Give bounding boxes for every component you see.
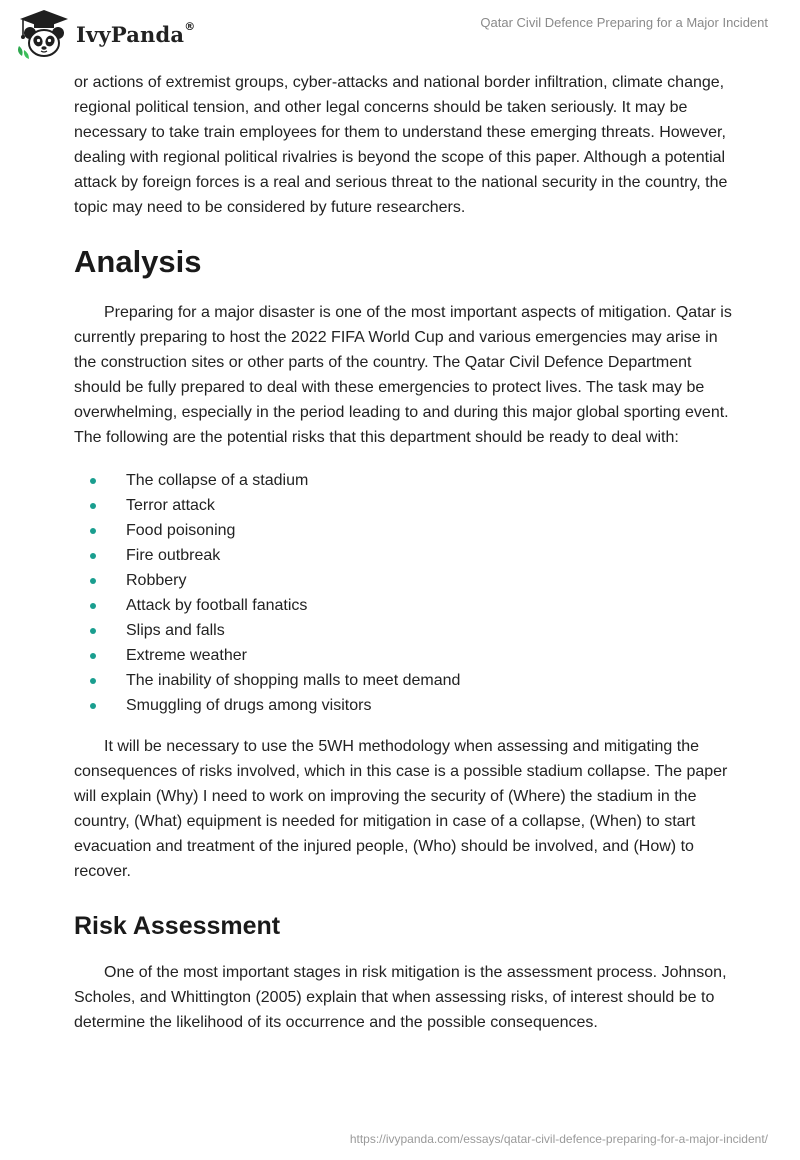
bullet-icon bbox=[90, 578, 96, 584]
list-item: Attack by football fanatics bbox=[74, 593, 734, 618]
list-item: Food poisoning bbox=[74, 518, 734, 543]
logo-wordmark: IvyPanda® bbox=[76, 19, 196, 47]
bullet-icon bbox=[90, 478, 96, 484]
panda-graduate-icon bbox=[14, 6, 74, 62]
list-item: Slips and falls bbox=[74, 618, 734, 643]
list-item: The inability of shopping malls to meet demand bbox=[74, 668, 734, 693]
bullet-icon bbox=[90, 528, 96, 534]
list-item: Terror attack bbox=[74, 493, 734, 518]
bullet-icon bbox=[90, 703, 96, 709]
list-item: Robbery bbox=[74, 568, 734, 593]
methodology-paragraph: It will be necessary to use the 5WH methodology when assessing and mitigating the consequences of risks involved, which in this case is a possible stadium collapse. The paper will explain (Why) I need to work on improving the security of (Where) the stadium in the country, (What) equipment is needed for mitigation in case of a collapse, (When) to start evacuation and treatment of the injured people, (Who) should be involved, and (How) to recover. bbox=[74, 738, 728, 880]
bullet-icon bbox=[90, 653, 96, 659]
bullet-icon bbox=[90, 678, 96, 684]
list-item: The collapse of a stadium bbox=[74, 468, 734, 493]
intro-paragraph: or actions of extremist groups, cyber-attacks and national border infiltration, climate change, regional political tension, and other legal concerns should be taken seriously. It may be necessary to take train employees for them to understand these emerging threats. However, dealing with regional political rivalries is beyond the scope of this paper. Although a potential attack by foreign forces is a real and serious threat to the national security in the country, the topic may need to be considered by future researchers. bbox=[74, 74, 728, 216]
risk-assessment-paragraph: One of the most important stages in risk mitigation is the assessment process. Johnson, Scholes, and Whittington (2005) explain that when assessing risks, of interest should be to determine the likelihood of its occurrence and the possible consequences. bbox=[74, 964, 727, 1031]
analysis-heading: Analysis bbox=[74, 244, 202, 279]
analysis-paragraph: Preparing for a major disaster is one of the most important aspects of mitigation. Qatar is currently preparing to host the 2022 FIFA World Cup and various emergencies may arise in the construction sites or other parts of the country. The Qatar Civil Defence Department should be fully prepared to deal with these emergencies to protect lives. The task may be overwhelming, especially in the period leading to and during this major global sporting event. The following are the potential risks that this department should be ready to deal with: bbox=[74, 304, 732, 446]
document-title: Qatar Civil Defence Preparing for a Major Incident bbox=[480, 15, 768, 30]
bullet-icon bbox=[90, 628, 96, 634]
risk-list bbox=[74, 468, 734, 718]
list-item: Extreme weather bbox=[74, 643, 734, 668]
bullet-icon bbox=[90, 603, 96, 609]
ivypanda-logo[interactable] bbox=[14, 6, 195, 62]
bullet-icon bbox=[90, 503, 96, 509]
list-item: Smuggling of drugs among visitors bbox=[74, 693, 734, 718]
bullet-icon bbox=[90, 553, 96, 559]
source-url[interactable]: https://ivypanda.com/essays/qatar-civil-defence-preparing-for-a-major-incident/ bbox=[349, 1132, 768, 1146]
page-header bbox=[0, 0, 800, 70]
risk-assessment-heading: Risk Assessment bbox=[74, 912, 281, 940]
essay-content bbox=[74, 70, 734, 1035]
list-item: Fire outbreak bbox=[74, 543, 734, 568]
